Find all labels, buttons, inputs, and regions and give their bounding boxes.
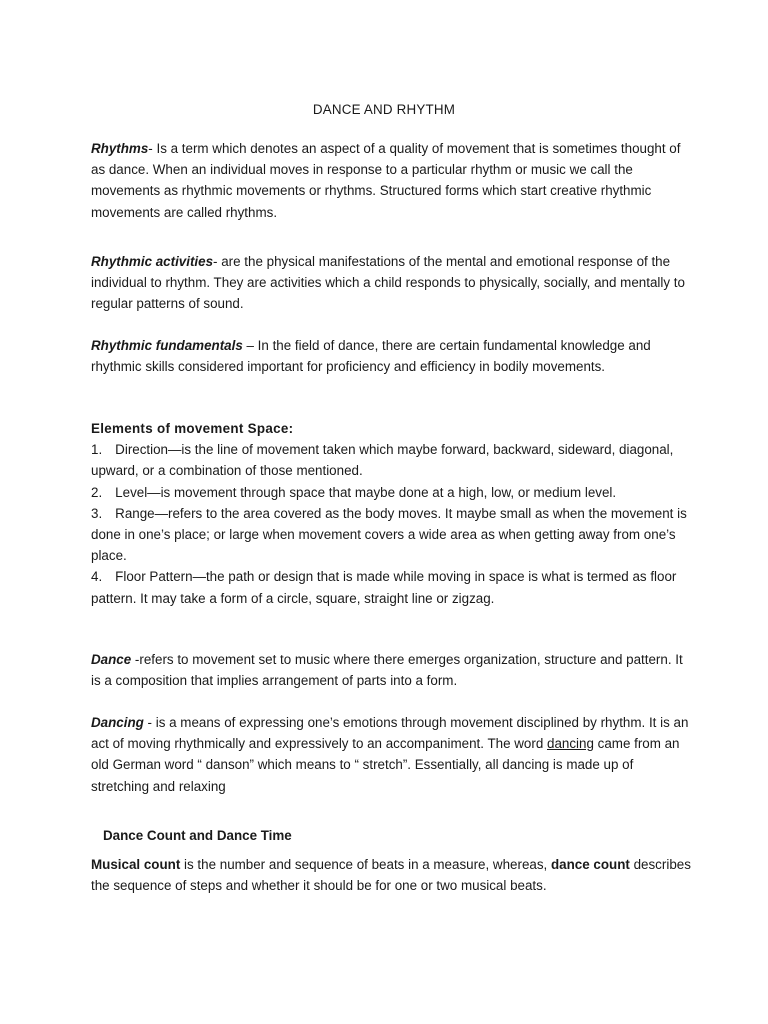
- elements-section: [91, 418, 691, 609]
- list-text: Range—refers to the area covered as the body moves. It maybe small as when the movement is done in one’s place; or large when movement covers a wide area as when getting away from one’s place.: [91, 505, 687, 564]
- list-text: Level—is movement through space that maybe done at a high, low, or medium level.: [115, 484, 617, 500]
- list-number: 2.: [91, 484, 103, 500]
- term-rhythmic-activities: Rhythmic activities: [91, 254, 214, 269]
- paragraph-rhythmic-activities: [91, 251, 691, 315]
- term-dance: Dance: [91, 652, 132, 667]
- paragraph-rhythms: [91, 138, 691, 223]
- list-number: 4.: [91, 569, 103, 585]
- list-number: 1.: [91, 442, 103, 458]
- definition-dancing-part-a: - is a means of expressing one’s emotions through movement disciplined by rhythm. It is an act of moving rhythmically and expressively to an accompaniment. The word: [91, 715, 689, 752]
- paragraph-dancing: [91, 712, 691, 797]
- paragraph-rhythmic-fundamentals: [91, 335, 691, 377]
- definition-rhythmic-activities: - are the physical manifestations of the mental and emotional response of the individual to rhythm. They are activities which a child responds to physically, socially, and mentally to regular patterns of sound.: [91, 254, 685, 312]
- dance-count-heading: Dance Count and Dance Time: [103, 828, 292, 843]
- definition-dancing-part-b: came from an old German word “ danson” which means to “ stretch”. Essentially, all dancing is made up of stretching and relaxing: [91, 736, 680, 794]
- list-text: Floor Pattern—the path or design that is made while moving in space is what is termed as floor pattern. It may take a form of a circle, square, straight line or zigzag.: [91, 569, 677, 606]
- definition-rhythmic-fundamentals: – In the field of dance, there are certain fundamental knowledge and rhythmic skills considered important for proficiency and efficiency in bodily movements.: [91, 338, 651, 375]
- term-musical-count: Musical count: [91, 857, 181, 872]
- term-dance-count: dance count: [551, 857, 630, 872]
- definition-rhythms: - Is a term which denotes an aspect of a quality of movement that is sometimes thought of as dance. When an individual moves in response to a particular rhythm or music we call the movements as rhythmic movements or rhythms. Structured forms which start creative rhythmic movements are called rhythms.: [91, 141, 681, 220]
- paragraph-dance: [91, 649, 691, 691]
- list-item: [91, 439, 691, 481]
- term-dancing: Dancing: [91, 715, 144, 730]
- list-item: [91, 482, 691, 503]
- definition-dance: -refers to movement set to music where there emerges organization, structure and pattern. It is a composition that implies arrangement of parts into a form.: [91, 652, 683, 689]
- elements-heading: Elements of movement Space:: [91, 421, 294, 436]
- definition-musical-count-part-b: describes the sequence of steps and whether it should be for one or two musical beats.: [91, 857, 691, 894]
- document-title: DANCE AND RHYTHM: [312, 102, 456, 117]
- underlined-word: dancing: [547, 736, 594, 752]
- list-number: 3.: [91, 505, 103, 521]
- definition-musical-count-part-a: is the number and sequence of beats in a measure, whereas,: [180, 857, 551, 872]
- list-item: [91, 503, 691, 567]
- list-text: Direction—is the line of movement taken which maybe forward, backward, sideward, diagonal, upward, or a combination of those mentioned.: [91, 442, 674, 479]
- term-rhythmic-fundamentals: Rhythmic fundamentals: [91, 338, 243, 353]
- term-rhythms: Rhythms: [91, 141, 149, 156]
- paragraph-musical-count: [91, 854, 691, 896]
- list-item: [91, 566, 691, 608]
